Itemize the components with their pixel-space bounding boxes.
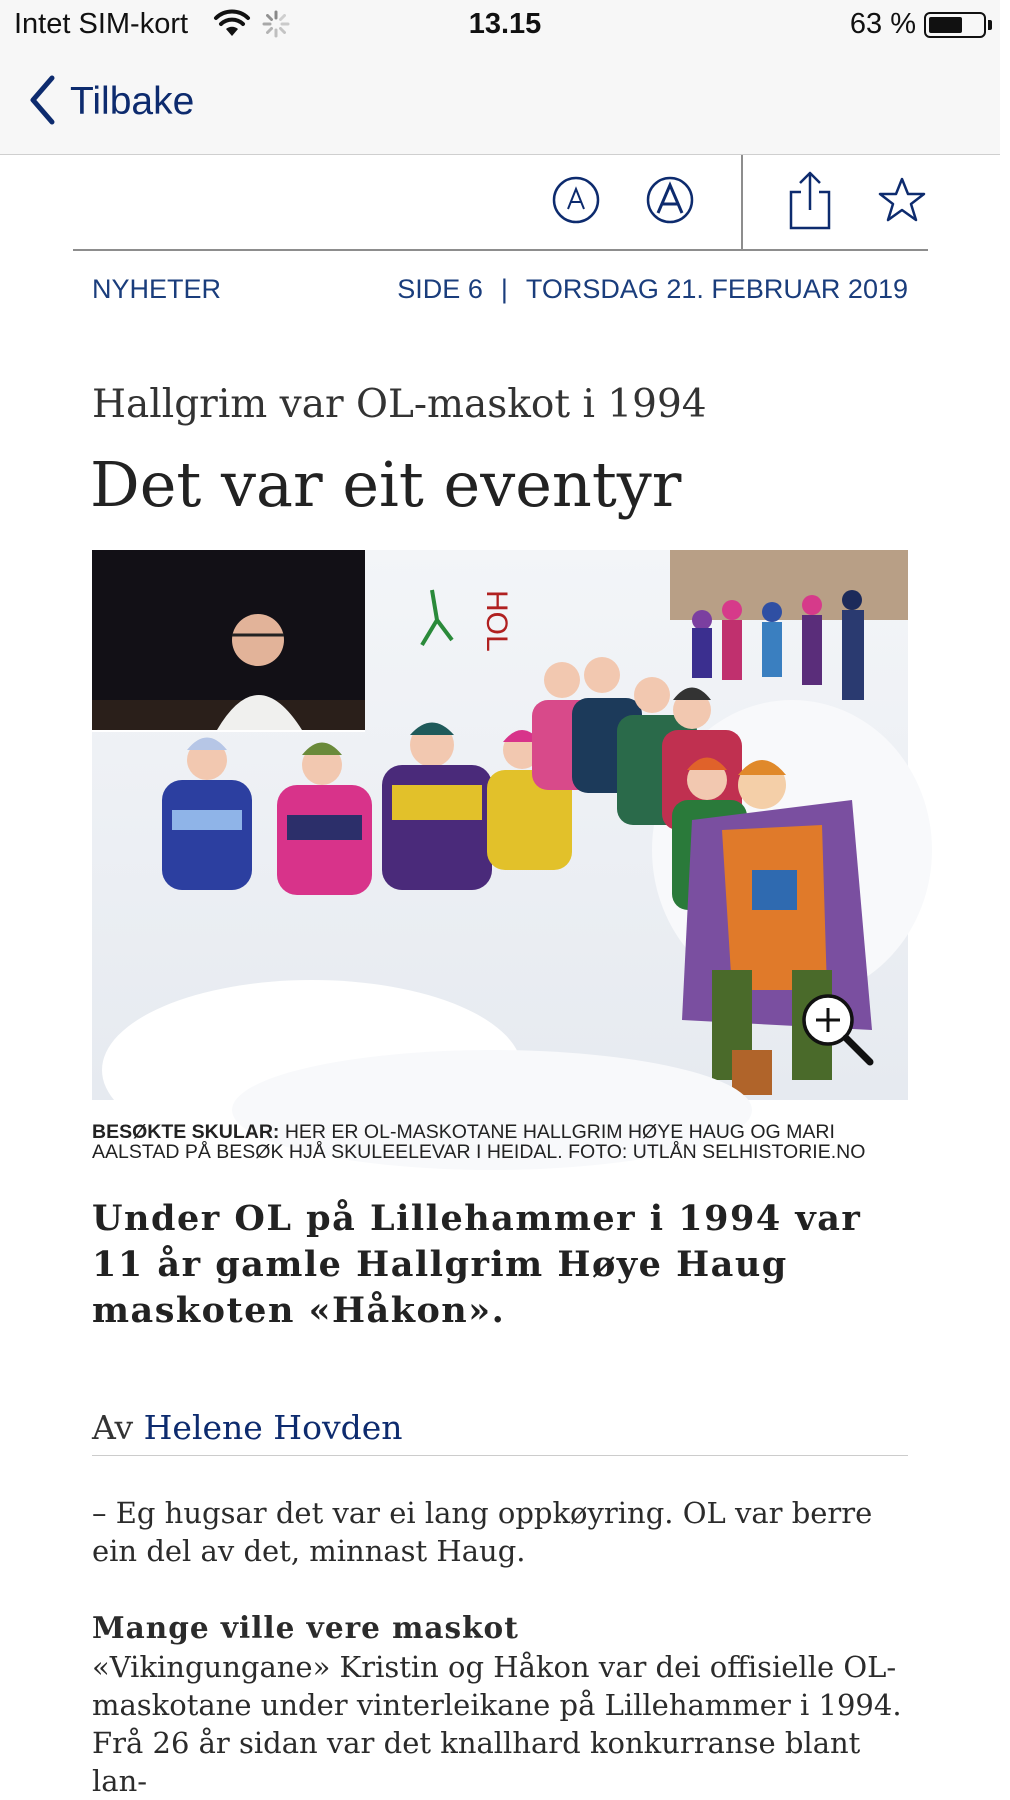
font-smaller-button[interactable] (549, 175, 603, 229)
article-headline: Det var eit eventyr (90, 448, 682, 521)
photo-caption (92, 1122, 908, 1162)
article-toolbar (73, 155, 928, 251)
navigation-bar (0, 50, 1000, 155)
battery-icon (924, 12, 986, 38)
author-link[interactable]: Helene Hovden (143, 1408, 403, 1447)
font-larger-button[interactable] (643, 175, 697, 229)
share-button[interactable] (783, 175, 837, 229)
body-paragraph: «Vikingungane» Kristin og Håkon var dei offisielle OL-maskotane under vinterleikane på Lillehammer i 1994. Frå 26 år sidan var det knallhard konkurranse blant lan- (92, 1650, 902, 1798)
carrier-label: Intet SIM-kort (14, 8, 189, 40)
clock: 13.15 (468, 8, 542, 40)
font-smaller-icon (551, 175, 601, 229)
article-meta (92, 270, 908, 310)
caption-label: BESØKTE SKULAR: (92, 1121, 280, 1143)
back-label: Tilbake (70, 80, 195, 123)
page-number: SIDE 6 (397, 274, 483, 304)
caption-text: HER ER OL-MASKOTANE HALLGRIM HØYE HAUG OG MARI AALSTAD PÅ BESØK HJÅ SKULEELEVAR I HEIDAL. FOTO: UTLÅN SELHISTORIE.NO (92, 1121, 866, 1163)
photo-illustration (92, 550, 908, 1100)
battery-level-fill (929, 17, 962, 33)
share-icon (787, 170, 833, 234)
status-bar (0, 0, 1000, 50)
section-label: NYHETER (92, 274, 222, 304)
battery-cap (988, 20, 992, 30)
toolbar-divider (741, 155, 743, 251)
publish-date: TORSDAG 21. FEBRUAR 2019 (525, 274, 908, 304)
back-button[interactable] (28, 74, 194, 130)
zoom-in-icon (798, 1055, 878, 1074)
chevron-left-icon (28, 75, 56, 129)
zoom-image-button[interactable] (798, 990, 878, 1070)
font-larger-icon (645, 175, 695, 229)
article-kicker: Hallgrim var OL-maskot i 1994 (92, 382, 707, 427)
star-icon (877, 175, 927, 229)
battery-percentage: 63 % (849, 8, 916, 40)
byline-prefix: Av (92, 1408, 144, 1447)
article-lead: Under OL på Lillehammer i 1994 var 11 år gamle Hallgrim Høye Haug maskoten «Håkon». (92, 1198, 862, 1331)
meta-separator: | (500, 274, 508, 304)
byline (92, 1408, 908, 1456)
page-and-date (397, 274, 908, 305)
favorite-button[interactable] (875, 175, 929, 229)
article-photo[interactable] (92, 550, 908, 1100)
svg-text:HOL: HOL (480, 590, 513, 652)
section-subhead: Mange ville vere maskot (92, 1610, 519, 1645)
body-paragraph: – Eg hugsar det var ei lang oppkøyring. OL var berre ein del av det, minnast Haug. (92, 1496, 873, 1568)
